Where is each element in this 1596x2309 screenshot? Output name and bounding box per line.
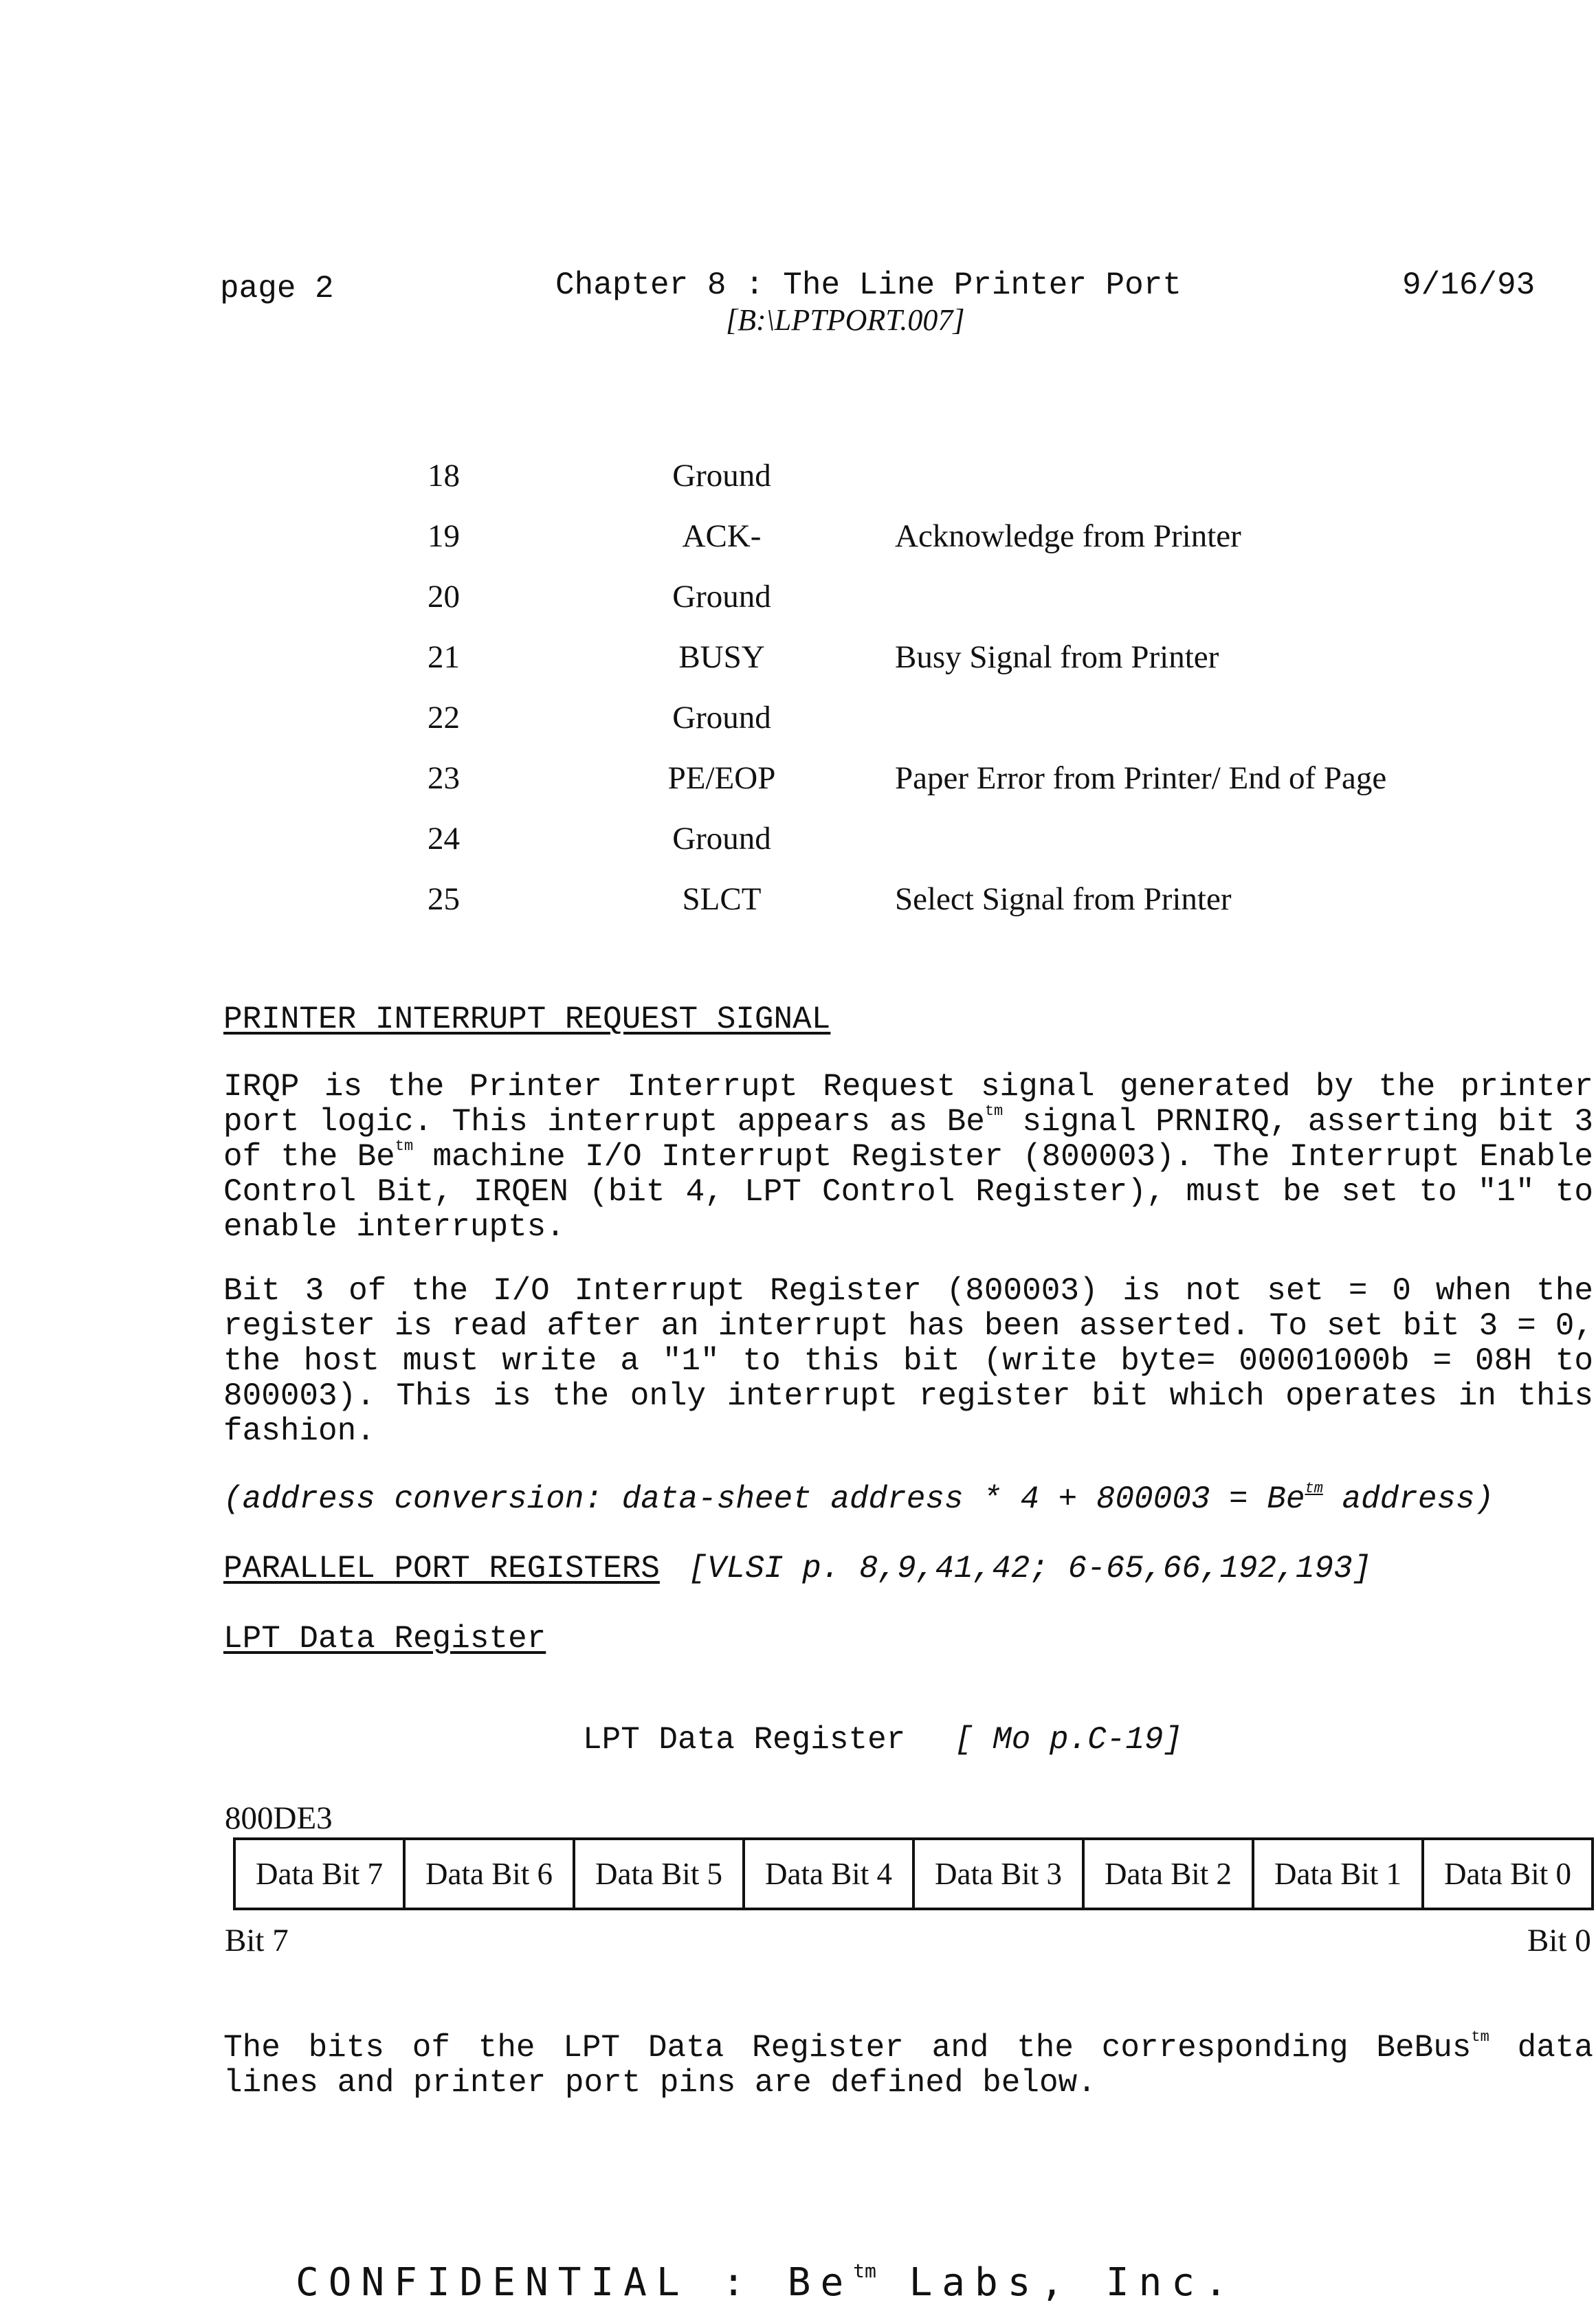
subheading-lpt-data-register: LPT Data Register: [223, 1621, 546, 1657]
pin-number: 18: [428, 458, 460, 494]
pin-signal: ACK-: [682, 518, 762, 554]
register-bit-cell: Data Bit 4: [745, 1840, 915, 1908]
pin-number: 22: [428, 700, 460, 736]
table-row: [0, 457, 1596, 498]
register-bit-cell: Data Bit 5: [575, 1840, 745, 1908]
table-row: [0, 518, 1596, 559]
table-row: [0, 820, 1596, 861]
pin-number: 23: [428, 760, 460, 796]
register-bit-cell: Data Bit 2: [1085, 1840, 1254, 1908]
pin-signal: BUSY: [678, 639, 765, 675]
registers-reference: [VLSI p. 8,9,41,42; 6-65,66,192,193]: [688, 1551, 1372, 1587]
register-diagram-title: LPT Data Register: [583, 1722, 906, 1758]
pin-signal: PE/EOP: [667, 760, 776, 796]
table-row: [0, 760, 1596, 801]
register-bit-cell: Data Bit 0: [1444, 1857, 1571, 1891]
table-row: [0, 578, 1596, 619]
register-lsb-label: Bit 0: [1527, 1923, 1591, 1958]
pin-description: Paper Error from Printer/ End of Page: [895, 760, 1387, 796]
table-row: [0, 699, 1596, 740]
section-heading-interrupt: PRINTER INTERRUPT REQUEST SIGNAL: [223, 1002, 831, 1037]
register-bit-cell: Data Bit 3: [915, 1840, 1085, 1908]
pin-number: 19: [428, 518, 460, 554]
pin-number: 20: [428, 579, 460, 615]
closing-paragraph: The bits of the LPT Data Register and the corresponding BeBus$^{tm}$ data lines and printer port pins are defined below.: [223, 2029, 1594, 2101]
pin-number: 21: [428, 639, 460, 675]
interrupt-paragraph-1: IRQP is the Printer Interrupt Request signal generated by the printer port logic. This interrupt appears as $Be^{tm}$ signal PRNIRQ, asserting bit 3 of the $Be^{tm}$ machine I/O Interrupt Register (800003). The Interrupt Enable Control Bit, IRQEN (bit 4, LPT Control Register), must be set to "1" to enable interrupts.: [223, 1069, 1593, 1245]
pin-number: 24: [428, 821, 460, 857]
trademark-mark: tm: [984, 1103, 1004, 1120]
pin-description: Select Signal from Printer: [895, 881, 1232, 917]
register-bit-cell: Data Bit 1: [1254, 1840, 1424, 1908]
pin-description: Busy Signal from Printer: [895, 639, 1219, 675]
address-conversion: (address conversion: data-sheet address * $4 + 800003 = Be^{tm}$ address): [223, 1480, 1494, 1517]
file-path: [B:\LPTPORT.007]: [726, 303, 965, 337]
pin-signal: Ground: [672, 821, 771, 857]
register-bit-boxes: [233, 1837, 1594, 1910]
interrupt-paragraph-2: Bit 3 of the I/O Interrupt Register (800003) is not set = 0 when the register is read after an interrupt has been asserted. To set bit 3 = 0, the host must write a "1" to this bit (write byte= 00001000b = 08H to 800003). This is the only interrupt register bit which operates in this fashion.: [223, 1273, 1593, 1449]
chapter-title: Chapter 8 : The Line Printer Port: [555, 267, 1182, 303]
pin-signal: Ground: [672, 579, 771, 615]
trademark-mark: tm: [853, 2260, 876, 2282]
trademark-mark: tm: [1305, 1480, 1323, 1497]
trademark-mark: tm: [395, 1138, 414, 1155]
pin-signal: Ground: [672, 700, 771, 736]
register-diagram-ref: [ Mo p.C-19]: [954, 1722, 1183, 1758]
section-heading-registers: PARALLEL PORT REGISTERS: [223, 1551, 660, 1587]
register-address: 800DE3: [225, 1800, 333, 1836]
table-row: [0, 639, 1596, 680]
pin-number: 25: [428, 881, 460, 917]
confidential-footer: CONFIDENTIAL : $Be^{tm}$ Labs, Inc.: [296, 2260, 1237, 2305]
page-number: page 2: [220, 271, 334, 307]
register-bit-cell: Data Bit 7: [236, 1840, 406, 1908]
register-diagram-title-line: [583, 1723, 1182, 1758]
pin-description: Acknowledge from Printer: [895, 518, 1241, 554]
table-row: [0, 881, 1596, 922]
registers-heading-line: [223, 1551, 1371, 1587]
register-bit-cell: Data Bit 6: [406, 1840, 575, 1908]
document-date: 9/16/93: [1402, 267, 1536, 303]
trademark-mark: tm: [1471, 2029, 1489, 2046]
pin-signal: SLCT: [682, 881, 762, 917]
pin-signal: Ground: [672, 458, 771, 494]
register-msb-label: Bit 7: [225, 1923, 289, 1958]
